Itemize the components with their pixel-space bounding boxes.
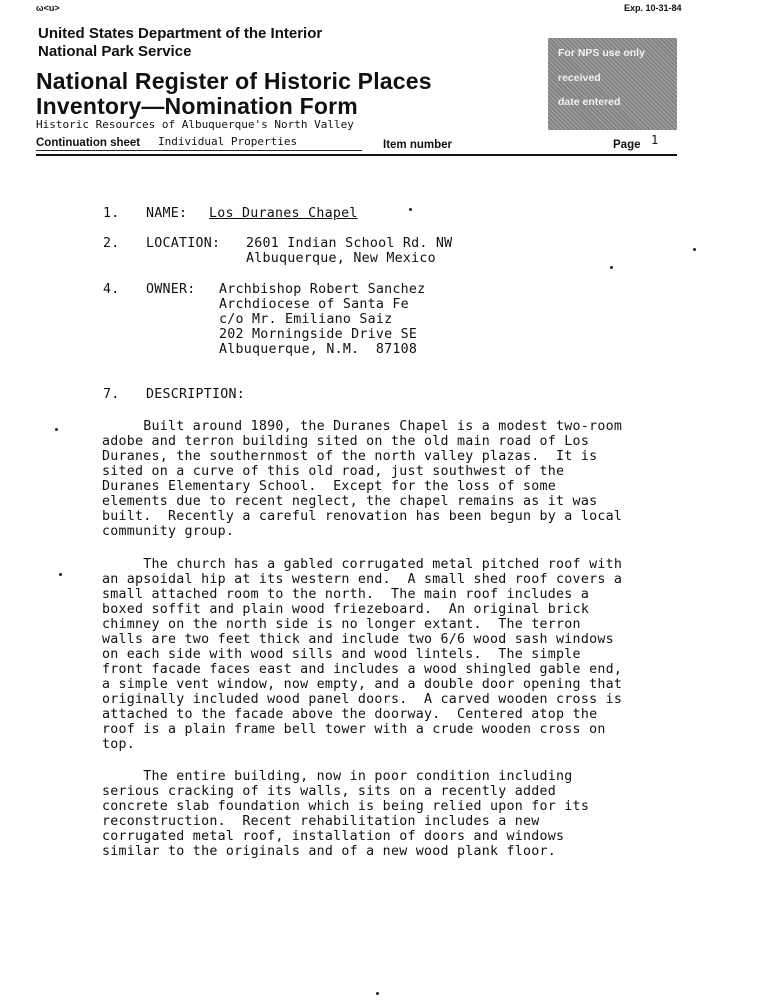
nps-date-entered-label: date entered: [558, 96, 621, 108]
paragraph-line: elements due to recent neglect, the chapel remains as it was: [102, 494, 598, 509]
paragraph-line: attached to the facade above the doorway. Centered atop the: [102, 707, 598, 722]
paragraph-line: Duranes Elementary School. Except for the loss of some: [102, 479, 557, 494]
owner-line-5: Albuquerque, N.M. 87108: [219, 342, 418, 357]
item-1-number: 1.: [103, 206, 120, 221]
paragraph-line: corrugated metal roof, installation of doors and windows: [102, 829, 565, 844]
scan-speck: [59, 573, 62, 576]
expiration-date: Exp. 10-31-84: [624, 3, 682, 13]
page-number: 1: [651, 133, 659, 147]
item-1-label: NAME:: [146, 206, 188, 221]
scan-speck: [409, 208, 412, 211]
paragraph-line: originally included wood panel doors. A carved wooden cross is: [102, 692, 623, 707]
paragraph-line: roof is a plain frame bell tower with a crude wooden cross on: [102, 722, 606, 737]
description-paragraph-1: [102, 419, 682, 539]
agency-line-1: United States Department of the Interior: [38, 25, 323, 42]
paragraph-line: similar to the originals and of a new wood plank floor.: [102, 844, 557, 859]
paragraph-line: concrete slab foundation which is being relied upon for its: [102, 799, 590, 814]
item-2-label: LOCATION:: [146, 236, 221, 251]
item-7-number: 7.: [103, 387, 120, 402]
page-label: Page: [613, 139, 641, 151]
location-line-1: 2601 Indian School Rd. NW: [246, 236, 453, 251]
owner-line-2: Archdiocese of Santa Fe: [219, 297, 409, 312]
paragraph-line: adobe and terron building sited on the old main road of Los: [102, 434, 590, 449]
continuation-sheet-label: Continuation sheet: [36, 137, 141, 149]
scan-speck: [693, 248, 696, 251]
form-subtitle: Historic Resources of Albuquerque's North Valley: [36, 118, 354, 131]
paragraph-line: sited on a curve of this old road, just southwest of the: [102, 464, 565, 479]
scan-speck: [376, 992, 379, 995]
paragraph-line: serious cracking of its walls, sits on a recently added: [102, 784, 557, 799]
paragraph-line: top.: [102, 737, 136, 752]
nps-received-label: received: [558, 72, 601, 84]
paragraph-line: boxed soffit and plain wood friezeboard. An original brick: [102, 602, 590, 617]
paragraph-line: small attached room to the north. The main roof includes a: [102, 587, 590, 602]
continuation-sheet-value: Individual Properties: [158, 135, 298, 148]
owner-line-3: c/o Mr. Emiliano Saiz: [219, 312, 393, 327]
form-title-line-1: National Register of Historic Places: [36, 68, 432, 94]
item-7-label: DESCRIPTION:: [146, 387, 246, 402]
form-code-corner: ω<u>: [36, 3, 60, 13]
header-rule: [36, 154, 677, 156]
form-title-line-2: Inventory—Nomination Form: [36, 93, 358, 119]
paragraph-line: a simple vent window, now empty, and a double door opening that: [102, 677, 623, 692]
item-number-label: Item number: [383, 139, 453, 151]
paragraph-line: built. Recently a careful renovation has been begun by a local: [102, 509, 623, 524]
property-name: Los Duranes Chapel: [209, 206, 358, 221]
agency-line-2: National Park Service: [38, 43, 192, 60]
description-paragraph-2: [102, 557, 682, 752]
paragraph-line: chimney on the north side is no longer extant. The terron: [102, 617, 581, 632]
paragraph-line: community group.: [102, 524, 235, 539]
paragraph-line: The entire building, now in poor condition including: [102, 769, 573, 784]
paragraph-line: Duranes, the southernmost of the north valley plazas. It is: [102, 449, 598, 464]
item-4-label: OWNER:: [146, 282, 196, 297]
description-paragraph-3: [102, 769, 682, 859]
paragraph-line: Built around 1890, the Duranes Chapel is a modest two-room: [102, 419, 623, 434]
scan-speck: [55, 428, 58, 431]
scan-speck: [610, 266, 613, 269]
paragraph-line: front facade faces east and includes a wood shingled gable end,: [102, 662, 623, 677]
owner-line-1: Archbishop Robert Sanchez: [219, 282, 426, 297]
continuation-underline: [36, 150, 362, 151]
owner-line-4: 202 Morningside Drive SE: [219, 327, 418, 342]
paragraph-line: an apsoidal hip at its western end. A small shed roof covers a: [102, 572, 623, 587]
paragraph-line: The church has a gabled corrugated metal pitched roof with: [102, 557, 623, 572]
nps-use-label: For NPS use only: [558, 47, 645, 59]
paragraph-line: reconstruction. Recent rehabilitation includes a new: [102, 814, 540, 829]
item-4-number: 4.: [103, 282, 120, 297]
paragraph-line: walls are two feet thick and include two 6/6 wood sash windows: [102, 632, 614, 647]
item-2-number: 2.: [103, 236, 120, 251]
location-line-2: Albuquerque, New Mexico: [246, 251, 436, 266]
paragraph-line: on each side with wood sills and wood lintels. The simple: [102, 647, 581, 662]
